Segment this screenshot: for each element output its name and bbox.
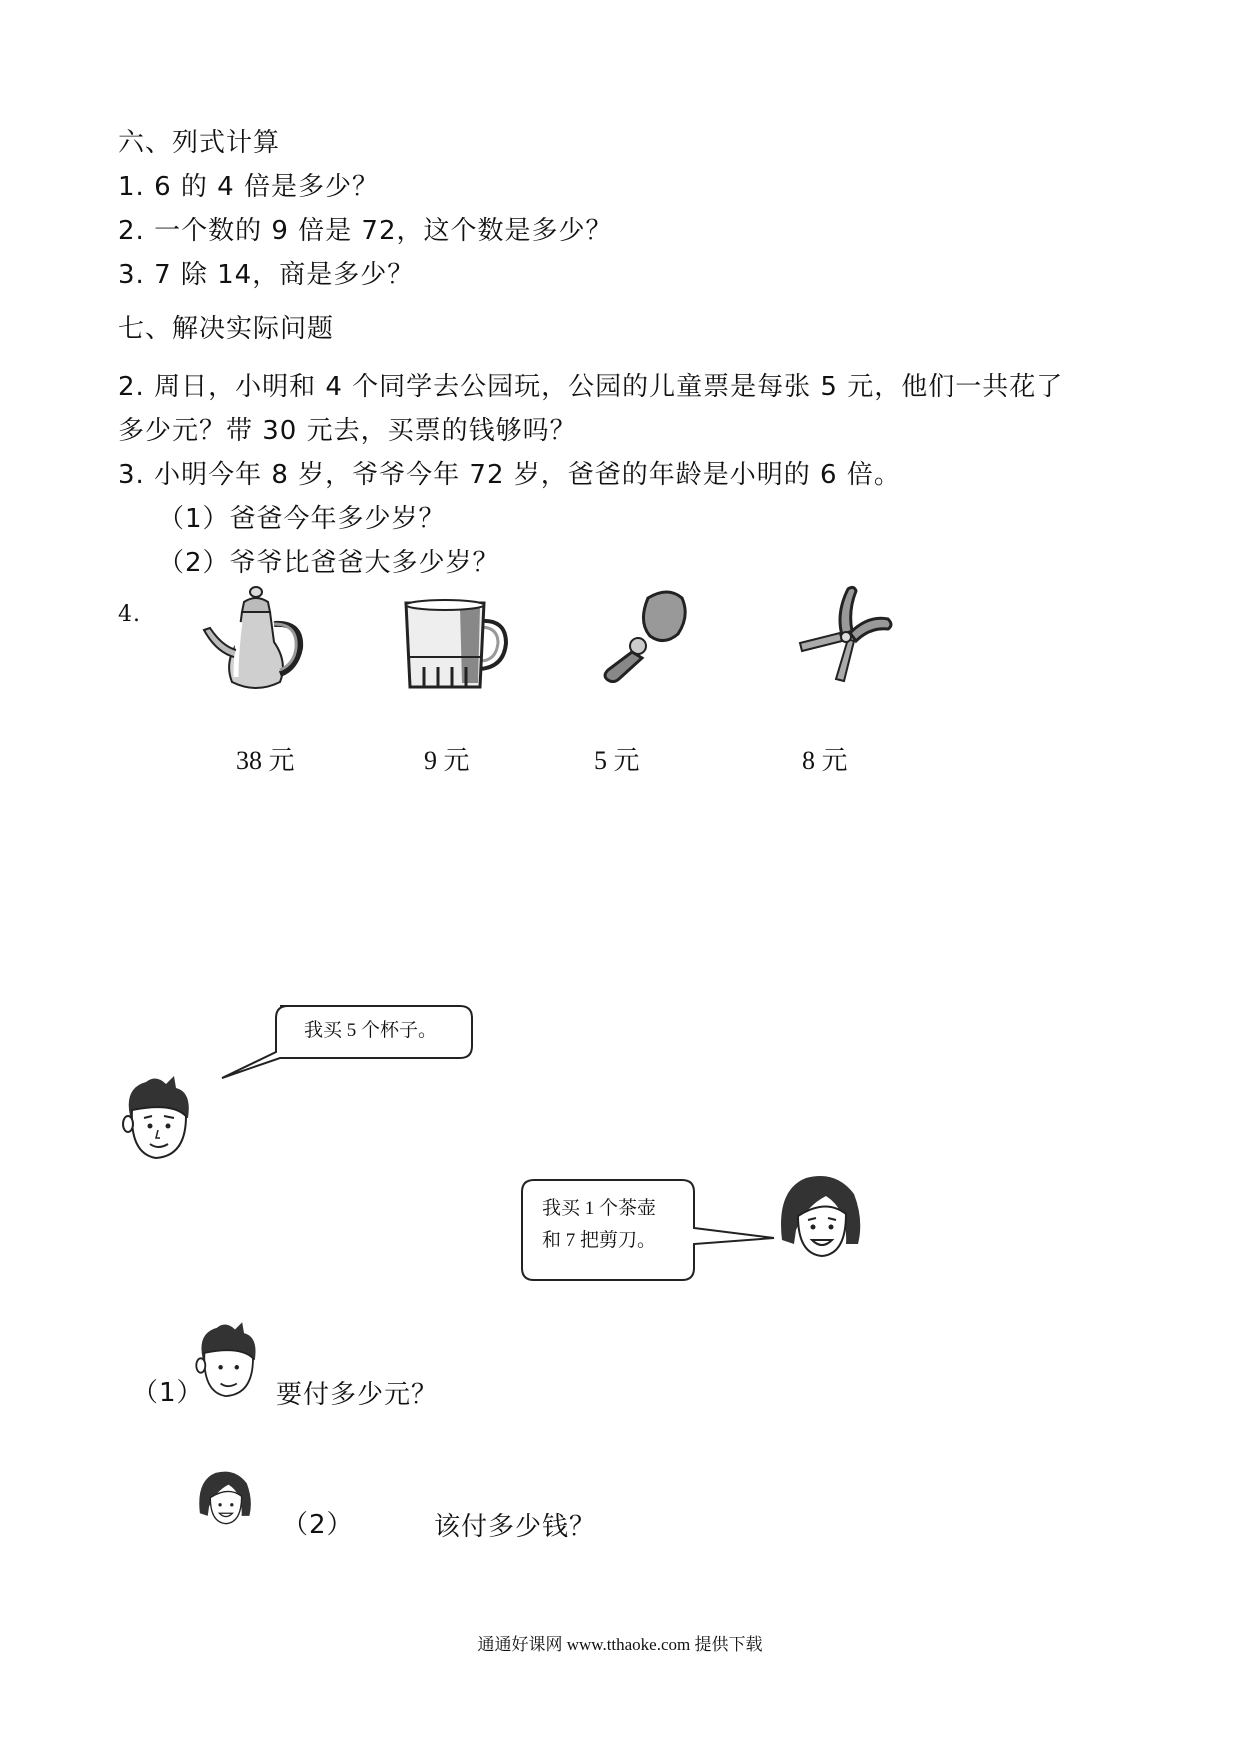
sub-question-2-text: 该付多少钱？ — [434, 1512, 597, 1542]
sub-question-1-text: 要付多少元？ — [276, 1380, 439, 1410]
page-footer: 通通好课网 www.tthaoke.com 提供下载 — [477, 1635, 763, 1654]
question-7-2-line2: 多少元？带 30 元去，买票的钱够吗？ — [118, 416, 577, 446]
girl-speech-line2: 和 7 把剪刀。 — [542, 1230, 657, 1251]
question-7-3-line1: 3. 小明今年 8 岁，爷爷今年 72 岁，爸爸的年龄是小明的 6 倍。 — [118, 460, 901, 490]
section-6-title: 六、列式计算 — [118, 128, 281, 158]
question-7-3-sub1: （1）爸爸今年多少岁？ — [158, 504, 446, 534]
cup-price: 9 元 — [424, 746, 470, 775]
question-6-1: 1. 6 的 4 倍是多少？ — [118, 172, 379, 202]
section-7-title: 七、解决实际问题 — [118, 314, 335, 344]
scissors-price: 8 元 — [802, 746, 848, 775]
sub-question-1-label: （1） — [132, 1378, 204, 1408]
teapot-icon — [196, 582, 316, 697]
question-7-3-sub2: （2）爷爷比爸爸大多少岁？ — [158, 548, 500, 578]
question-7-4-number: 4. — [118, 602, 141, 627]
boy-speech-text: 我买 5 个杯子。 — [304, 1020, 438, 1041]
boy-small-avatar — [190, 1320, 262, 1402]
question-6-2: 2. 一个数的 9 倍是 72，这个数是多少？ — [118, 216, 613, 246]
scissors-icon — [796, 583, 896, 683]
boy-avatar — [116, 1074, 196, 1164]
shovel-price: 5 元 — [594, 746, 640, 775]
sub-question-2-label: （2） — [282, 1510, 354, 1540]
teapot-price: 38 元 — [236, 746, 295, 775]
cup-icon — [400, 597, 510, 692]
shovel-icon — [598, 588, 688, 683]
question-6-3: 3. 7 除 14，商是多少？ — [118, 260, 415, 290]
question-7-2-line1: 2. 周日，小明和 4 个同学去公园玩，公园的儿童票是每张 5 元，他们一共花了 — [118, 372, 1064, 402]
girl-avatar — [776, 1170, 862, 1260]
girl-small-avatar — [196, 1466, 252, 1528]
girl-speech-line1: 我买 1 个茶壶 — [542, 1198, 657, 1219]
